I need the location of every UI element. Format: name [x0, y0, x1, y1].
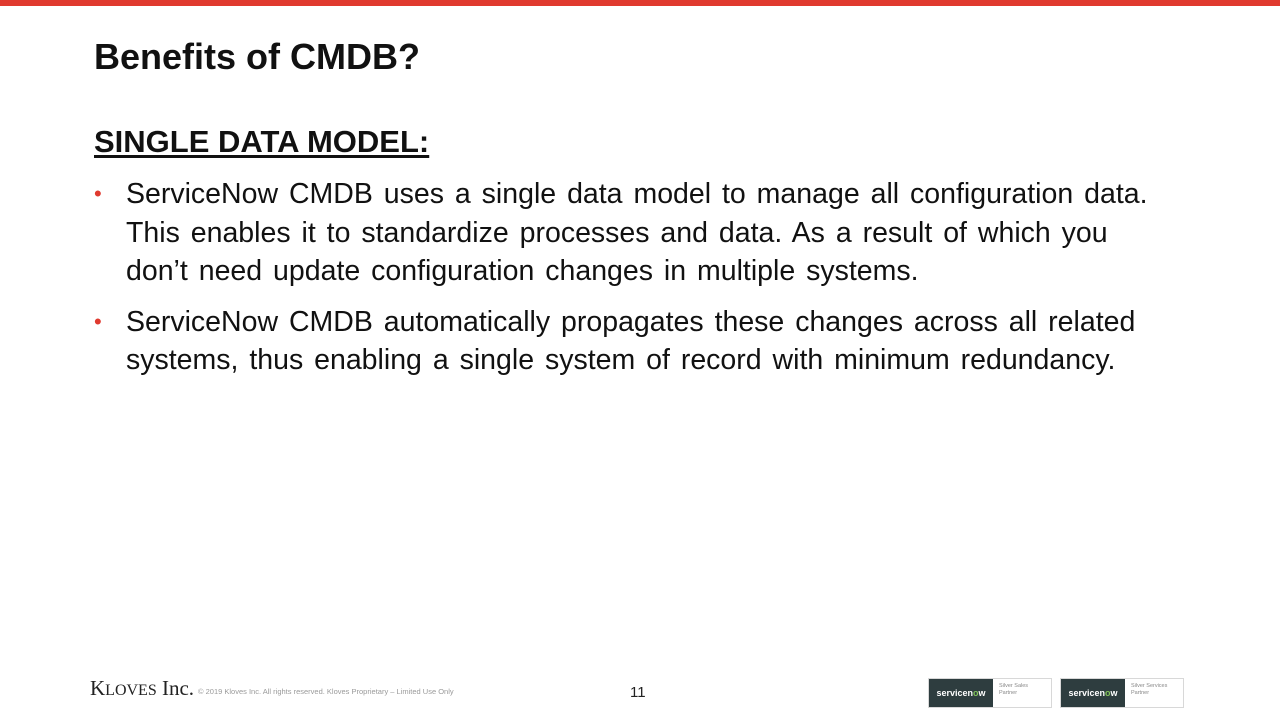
slide-footer — [0, 672, 1280, 712]
logo-inc: Inc. — [156, 676, 195, 700]
logo-loves: LOVES — [105, 682, 157, 699]
kloves-logo — [90, 676, 194, 701]
slide-title: Benefits of CMDB? — [94, 36, 420, 77]
bullet-dot-icon: • — [94, 181, 102, 206]
servicenow-logo: servicen o w — [929, 679, 993, 707]
bullet-item — [94, 303, 1174, 380]
bullet-list — [94, 175, 1174, 392]
copyright-notice: © 2019 Kloves Inc. All rights reserved. Kloves Proprietary – Limited Use Only — [198, 687, 454, 696]
bullet-dot-icon: • — [94, 308, 102, 334]
servicenow-services-partner-badge — [1060, 678, 1184, 708]
bullet-text: ServiceNow CMDB uses a single data model to manage all configuration data. This enables it to standardize processes and data. As a result of which you don’t need update configuration changes in multiple systems. — [126, 178, 1148, 287]
partner-tier-label: Silver Sales Partner — [999, 683, 1029, 696]
servicenow-sales-partner-badge — [928, 678, 1052, 708]
bullet-text: ServiceNow CMDB automatically propagates these changes across all related systems, thus enabling a single system of record with minimum redundancy. — [126, 305, 1136, 376]
bullet-item — [94, 175, 1174, 291]
page-number: 11 — [630, 684, 646, 701]
section-heading: SINGLE DATA MODEL: — [94, 124, 430, 159]
top-accent-bar — [0, 0, 1280, 6]
logo-k: K — [90, 676, 106, 700]
servicenow-logo: servicen o w — [1061, 679, 1125, 707]
partner-tier-label: Silver Services Partner — [1131, 683, 1168, 696]
